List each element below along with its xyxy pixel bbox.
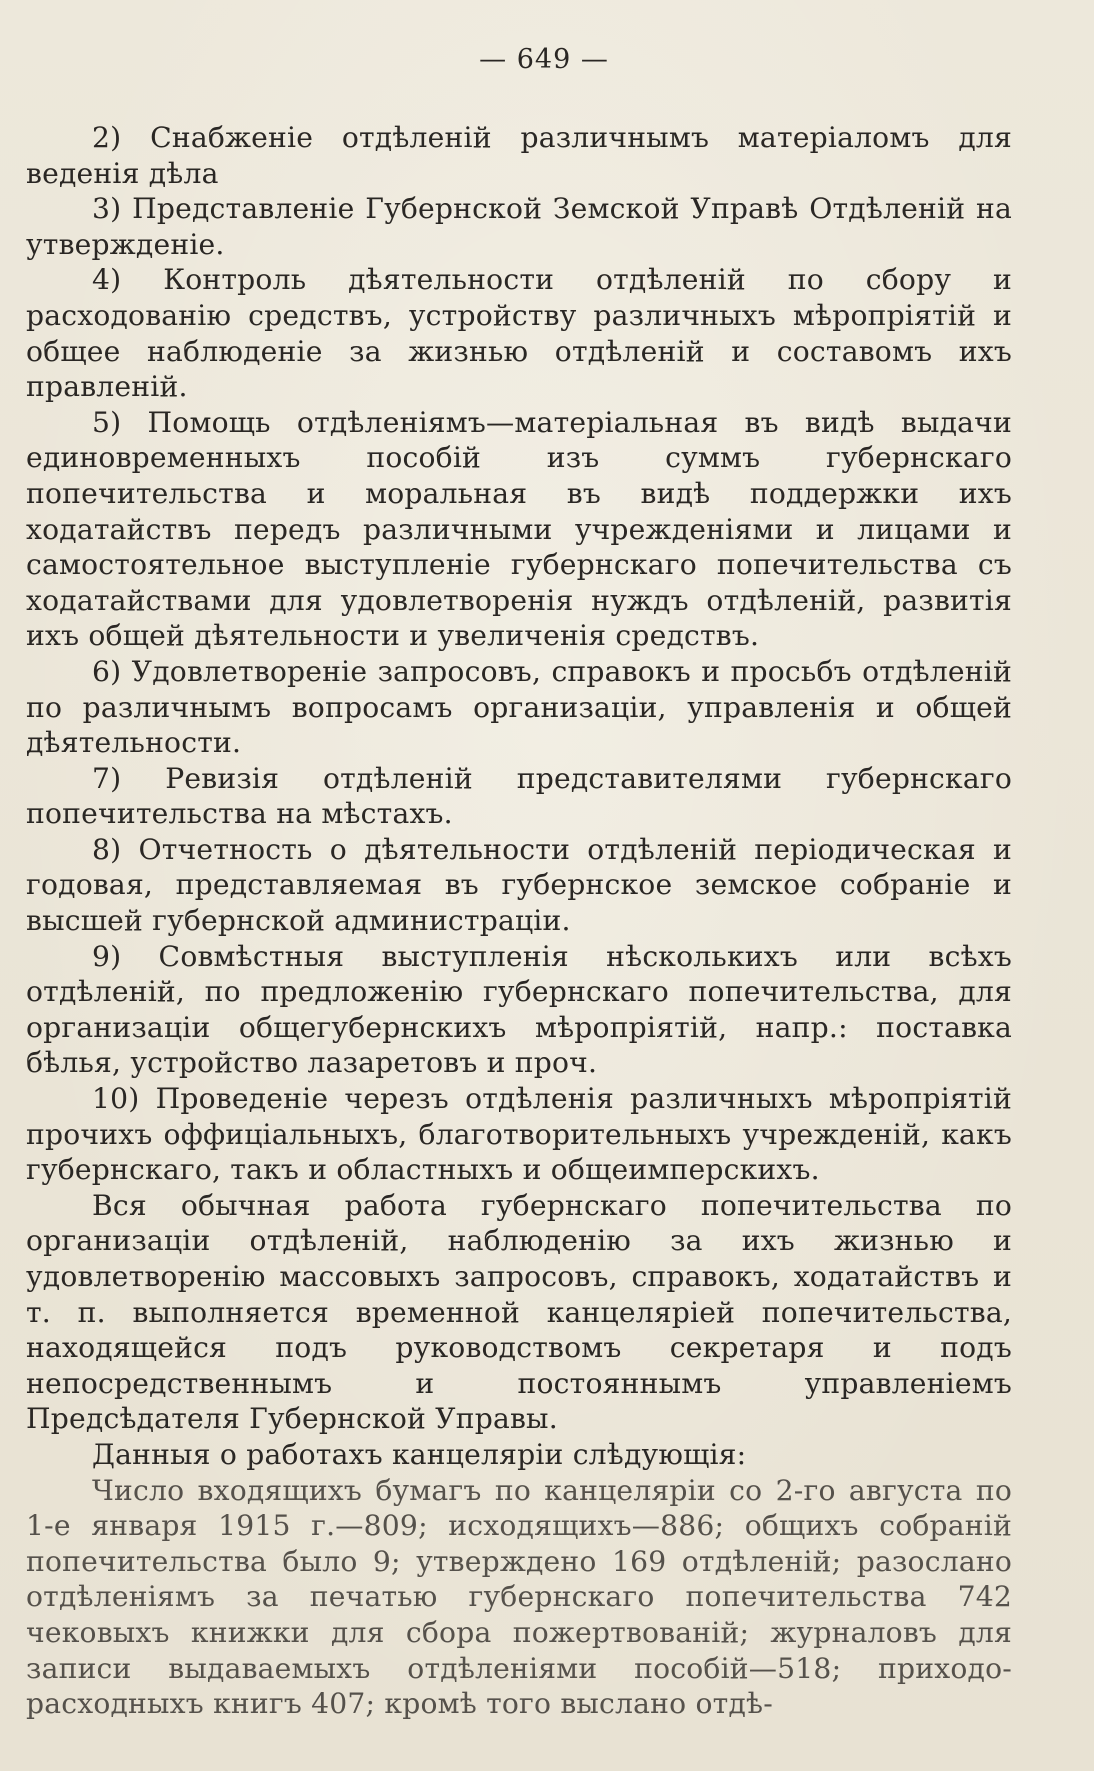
paragraph-item-9: 9) Совмѣстныя выступленія нѣсколькихъ или всѣхъ отдѣленій, по предложенію губернскаго попечительства, для организаціи общегубернскихъ мѣропріятій, напр.: поставка бѣлья, устройство лазаретовъ и проч. [26, 939, 1012, 1080]
page-number: — 649 — [479, 44, 609, 75]
paragraph-office-data-heading: Данныя о работахъ канцеляріи слѣдующія: [92, 1437, 747, 1471]
paragraph-item-3: 3) Представленіе Губернской Земской Управѣ Отдѣленій на утвержденіе. [26, 192, 1012, 261]
paragraph-office-work: Вся обычная работа губернскаго попечительства по организаціи отдѣленій, наблюденію за ихъ жизнью и удовлетворенію массовыхъ запросовъ, справокъ, ходатайствъ и т. п. выполняется временной канцеляріей попечительства, находящейся подъ руководствомъ секретаря и подъ непосредственнымъ и постояннымъ управленіемъ Предсѣдателя Губернской Управы. [26, 1188, 1012, 1436]
paragraph-item-5: 5) Помощь отдѣленіямъ—матеріальная въ видѣ выдачи единовременныхъ пособій изъ суммъ губернскаго попечительства и моральная въ видѣ поддержки ихъ ходатайствъ передъ различными учрежденіями и лицами и самостоятельное выступленіе губернскаго попечительства съ ходатайствами для удовлетворенія нуждъ отдѣленій, развитія ихъ общей дѣятельности и увеличенія средствъ. [26, 405, 1012, 653]
body-text [26, 120, 1012, 1722]
paragraph-item-4: 4) Контроль дѣятельности отдѣленій по сбору и расходованію средствъ, устройству различныхъ мѣропріятій и общее наблюденіе за жизнью отдѣленій и составомъ ихъ правленій. [26, 263, 1012, 404]
paragraph-item-8: 8) Отчетность о дѣятельности отдѣленій періодическая и годовая, представляемая въ губернское земское собраніе и высшей губернской администраціи. [26, 832, 1012, 938]
paragraph-item-7: 7) Ревизія отдѣленій представителями губернскаго попечительства на мѣстахъ. [26, 761, 1012, 831]
paragraph-office-statistics: Число входящихъ бумагъ по канцеляріи со 2-го августа по 1-е января 1915 г.—809; исходящихъ—886; общихъ собраній попечительства было 9; утверждено 169 отдѣленій; разослано отдѣленіямъ за печатью губернскаго попечительства 742 чековыхъ книжки для сбора пожертвованій; журналовъ для записи выдаваемыхъ отдѣленіями пособій—518; приходо-расходныхъ книгъ 407; кромѣ того выслано отдѣ- [26, 1473, 1012, 1721]
paragraph-item-2: 2) Снабженіе отдѣленій различнымъ матеріаломъ для веденія дѣла [26, 121, 1012, 190]
paragraph-item-6: 6) Удовлетвореніе запросовъ, справокъ и просьбъ отдѣленій по различнымъ вопросамъ организаціи, управленія и общей дѣятельности. [26, 654, 1012, 760]
paragraph-item-10: 10) Проведеніе черезъ отдѣленія различныхъ мѣропріятій прочихъ оффиціальныхъ, благотворительныхъ учрежденій, какъ губернскаго, такъ и областныхъ и общеимперскихъ. [26, 1082, 1012, 1187]
